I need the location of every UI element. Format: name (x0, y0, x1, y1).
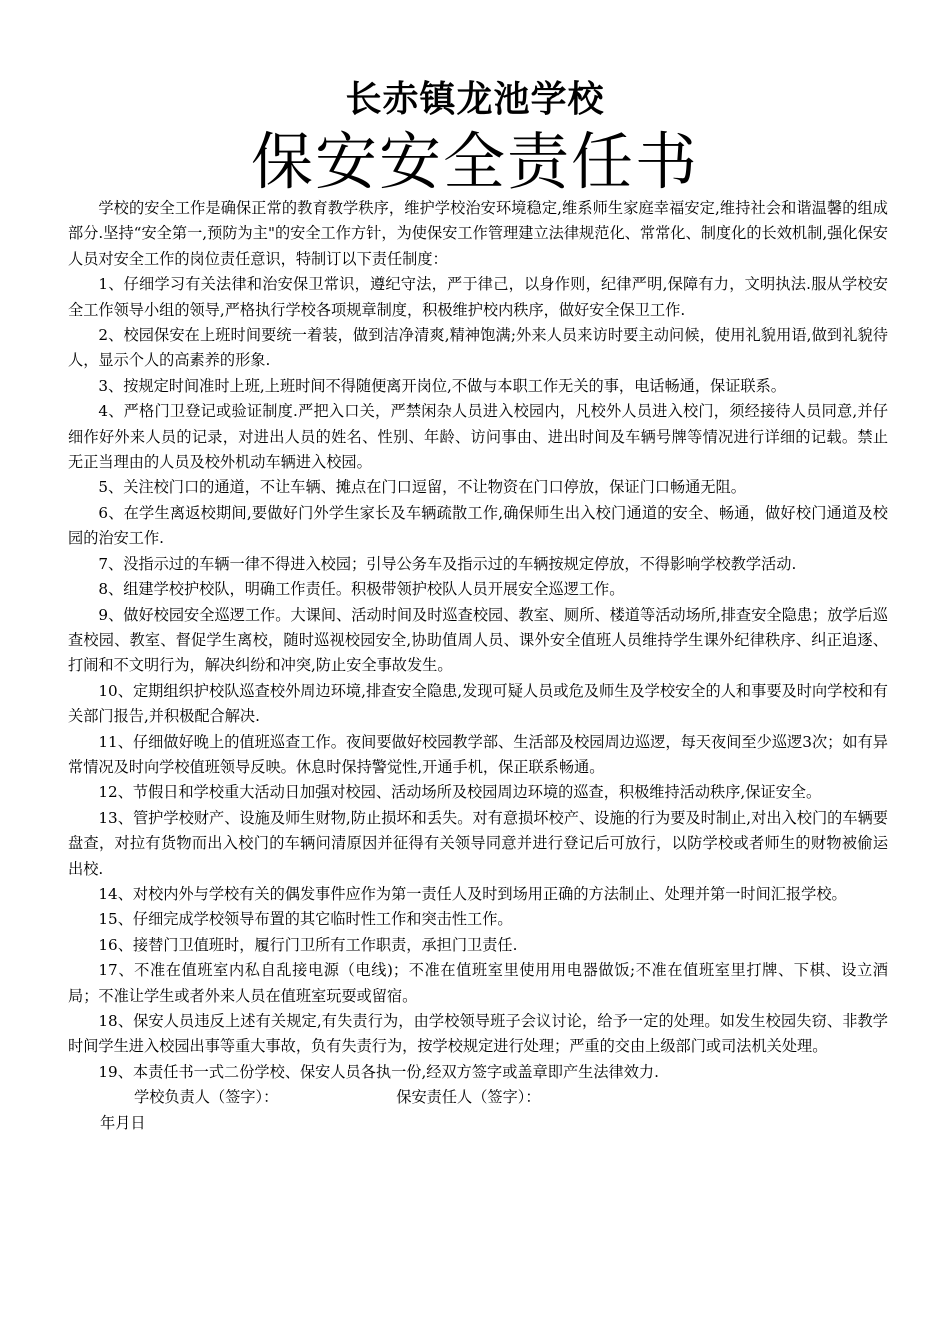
clause-16: 16、接替门卫值班时，履行门卫所有工作职责，承担门卫责任. (98, 935, 518, 954)
clause-19: 19、本责任书一式二份学校、保安人员各执一份,经双方签字或盖章即产生法律效力. (98, 1062, 659, 1081)
clause-17: 17、不准在值班室内私自乱接电源（电线)；不准在值班室里使用用电器做饭;不准在值班室里打牌、下棋、设立酒局；不准让学生或者外来人员在值班室玩耍或留宿。 (68, 961, 888, 1005)
clause-7: 7、没指示过的车辆一律不得进入校园；引导公务车及指示过的车辆按规定停放，不得影响学校教学活动. (98, 554, 797, 573)
clause-14: 14、对校内外与学校有关的偶发事件应作为第一责任人及时到场用正确的方法制止、处理并第一时间汇报学校。 (98, 884, 847, 903)
date-label: 年月日 (100, 1113, 146, 1132)
clause-2: 2、校园保安在上班时间要统一着装，做到洁净清爽,精神饱满;外来人员来访时要主动问候，使用礼貌用语,做到礼貌待人，显示个人的高素养的形象. (68, 326, 888, 370)
clause-18: 18、保安人员违反上述有关规定,有失责行为，由学校领导班子会议讨论，给予一定的处理。如发生校园失窃、非教学时间学生进入校园出事等重大事故，负有失责行为，按学校规定进行处理；严重的交由上级部门或司法机关处理。 (68, 1012, 888, 1056)
clause-6: 6、在学生离返校期间,要做好门外学生家长及车辆疏散工作,确保师生出入校门通道的安全、畅通，做好校门通道及校园的治安工作. (68, 503, 888, 548)
clause-15: 15、仔细完成学校领导布置的其它临时性工作和突击性工作。 (98, 910, 513, 929)
clause-1: 1、仔细学习有关法律和治安保卫常识，遵纪守法，严于律己，以身作则，纪律严明,保障有力，文明执法.服从学校安全工作领导小组的领导,严格执行学校各项规章制度，积极维护校内秩序，做好安全保卫工作. (68, 275, 888, 319)
clause-4: 4、严格门卫登记或验证制度.严把入口关，严禁闲杂人员进入校园内，凡校外人员进入校门，须经接待人员同意,并仔细作好外来人员的记录，对进出人员的姓名、性别、年龄、访问事由、进出时间及车辆号牌等情况进行详细的记载。禁止无正当理由的人员及校外机动车辆进入校园。 (68, 402, 888, 472)
clause-8: 8、组建学校护校队，明确工作责任。积极带领护校队人员开展安全巡逻工作。 (98, 580, 625, 599)
guard-signature-label: 保安责任人（签字）： (396, 1088, 541, 1107)
school-leader-signature-label: 学校负责人（签字）： (134, 1088, 279, 1107)
clause-3: 3、按规定时间准时上班,上班时间不得随便离开岗位,不做与本职工作无关的事，电话畅通，保证联系。 (98, 376, 786, 395)
clause-5: 5、关注校门口的通道，不让车辆、摊点在门口逗留，不让物资在门口停放，保证门口畅通无阻。 (98, 478, 746, 497)
intro-paragraph: 学校的安全工作是确保正常的教育教学秩序，维护学校治安环境稳定,维系师生家庭幸福安定,维持社会和谐温馨的组成部分.坚持“安全第一,预防为主"的安全工作方针，为使保安工作管理建立法律规范化、常常化、制度化的长效机制,强化保安人员对安全工作的岗位责任意识，特制订以下责任制度： (68, 199, 888, 268)
clause-9: 9、做好校园安全巡逻工作。大课间、活动时间及时巡查校园、教室、厕所、楼道等活动场所,排查安全隐患；放学后巡查校园、教室、督促学生离校，随时巡视校园安全,协助值周人员、课外安全值班人员维持学生课外纪律秩序、纠正追逐、打闹和不文明行为，解决纠纷和冲突,防止安全事故发生。 (68, 605, 888, 675)
clause-12: 12、节假日和学校重大活动日加强对校园、活动场所及校园周边环境的巡查，积极维持活动秩序,保证安全。 (98, 783, 822, 802)
clause-11: 11、仔细做好晚上的值班巡查工作。夜间要做好校园教学部、生活部及校园周边巡逻，每天夜间至少巡逻3次；如有异常情况及时向学校值班领导反映。休息时保持警觉性,开通手机，保正联系畅通。 (68, 732, 888, 776)
clause-10: 10、定期组织护校队巡查校外周边环境,排查安全隐患,发现可疑人员或危及师生及学校安全的人和事要及时向学校和有关部门报告,并积极配合解决. (68, 681, 888, 726)
signature-row (68, 1085, 888, 1110)
clause-13: 13、管护学校财产、设施及师生财物,防止损坏和丢失。对有意损坏校产、设施的行为要及时制止,对出入校门的车辆要盘查，对拉有货物而出入校门的车辆问清原因并征得有关领导同意并进行登记后可放行，以防学校或者师生的财物被偷运出校. (68, 808, 888, 878)
school-name: 长赤镇龙池学校 (345, 79, 605, 120)
document-title: 保安安全责任书 (250, 125, 699, 198)
document-body (68, 196, 888, 1136)
